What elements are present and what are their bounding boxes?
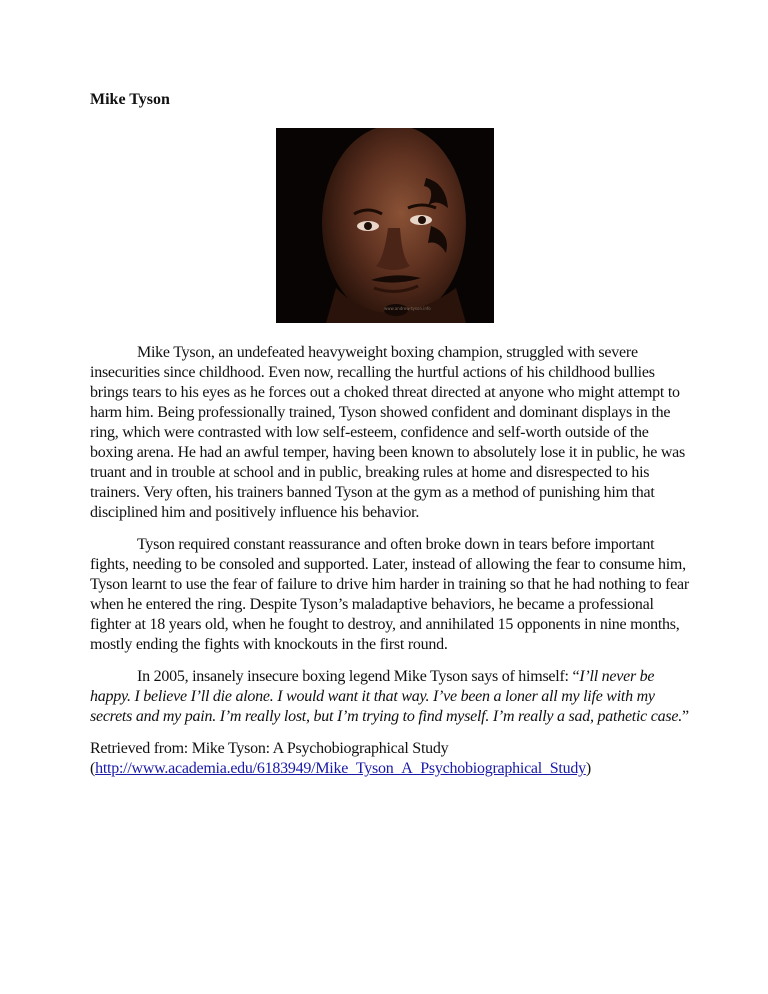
quote-close: ” <box>681 708 689 725</box>
source-close-paren: ) <box>585 760 591 777</box>
document-body <box>90 343 690 779</box>
photo-watermark: www.andrew-tyson.info <box>384 306 431 311</box>
source-citation <box>90 739 690 779</box>
paragraph-3 <box>90 667 690 727</box>
source-open-paren: ( <box>90 760 96 777</box>
paragraph-1: Mike Tyson, an undefeated heavyweight boxing champion, struggled with severe insecurities since childhood. Even now, recalling the hurtful actions of his childhood bullies brings tears to his eyes as he forces out a choked threat directed at anyone who might attempt to harm him. Being professionally trained, Tyson showed confident and dominant displays in the ring, which were contrasted with low self-esteem, confidence and self-worth outside of the boxing arena. He had an awful temper, having been known to absolutely lose it in public, he was truant and in trouble at school and in public, breaking rules at home and disrespected to his trainers. Very often, his trainers banned Tyson at the gym as a method of punishing him that disciplined him and positively influence his behavior. <box>90 344 685 521</box>
page-title: Mike Tyson <box>90 91 170 108</box>
tyson-quote: I’ll never be happy. I believe I’ll die alone. I would want it that way. I’ve been a loner all my life with my secrets and my pain. I’m really lost, but I’m trying to find myself. I’m really a sad, pathetic case. <box>90 668 682 725</box>
paragraph-3-lead: In 2005, insanely insecure boxing legend Mike Tyson says of himself: “ <box>137 668 580 685</box>
portrait-photo <box>276 128 494 323</box>
paragraph-2: Tyson required constant reassurance and often broke down in tears before important fights, needing to be consoled and supported. Later, instead of allowing the fear to consume him, Tyson learnt to use the fear of failure to drive him harder in training so that he had nothing to fear when he entered the ring. Despite Tyson’s maladaptive behaviors, he became a professional fighter at 18 years old, when he fought to destroy, and annihilated 15 opponents in nine months, mostly ending the fights with knockouts in the first round. <box>90 536 689 653</box>
face-illustration <box>276 128 494 323</box>
source-link[interactable]: http://www.academia.edu/6183949/Mike_Tyson_A_Psychobiographical_Study <box>95 760 586 777</box>
source-label: Retrieved from: Mike Tyson: A Psychobiographical Study <box>90 740 449 757</box>
